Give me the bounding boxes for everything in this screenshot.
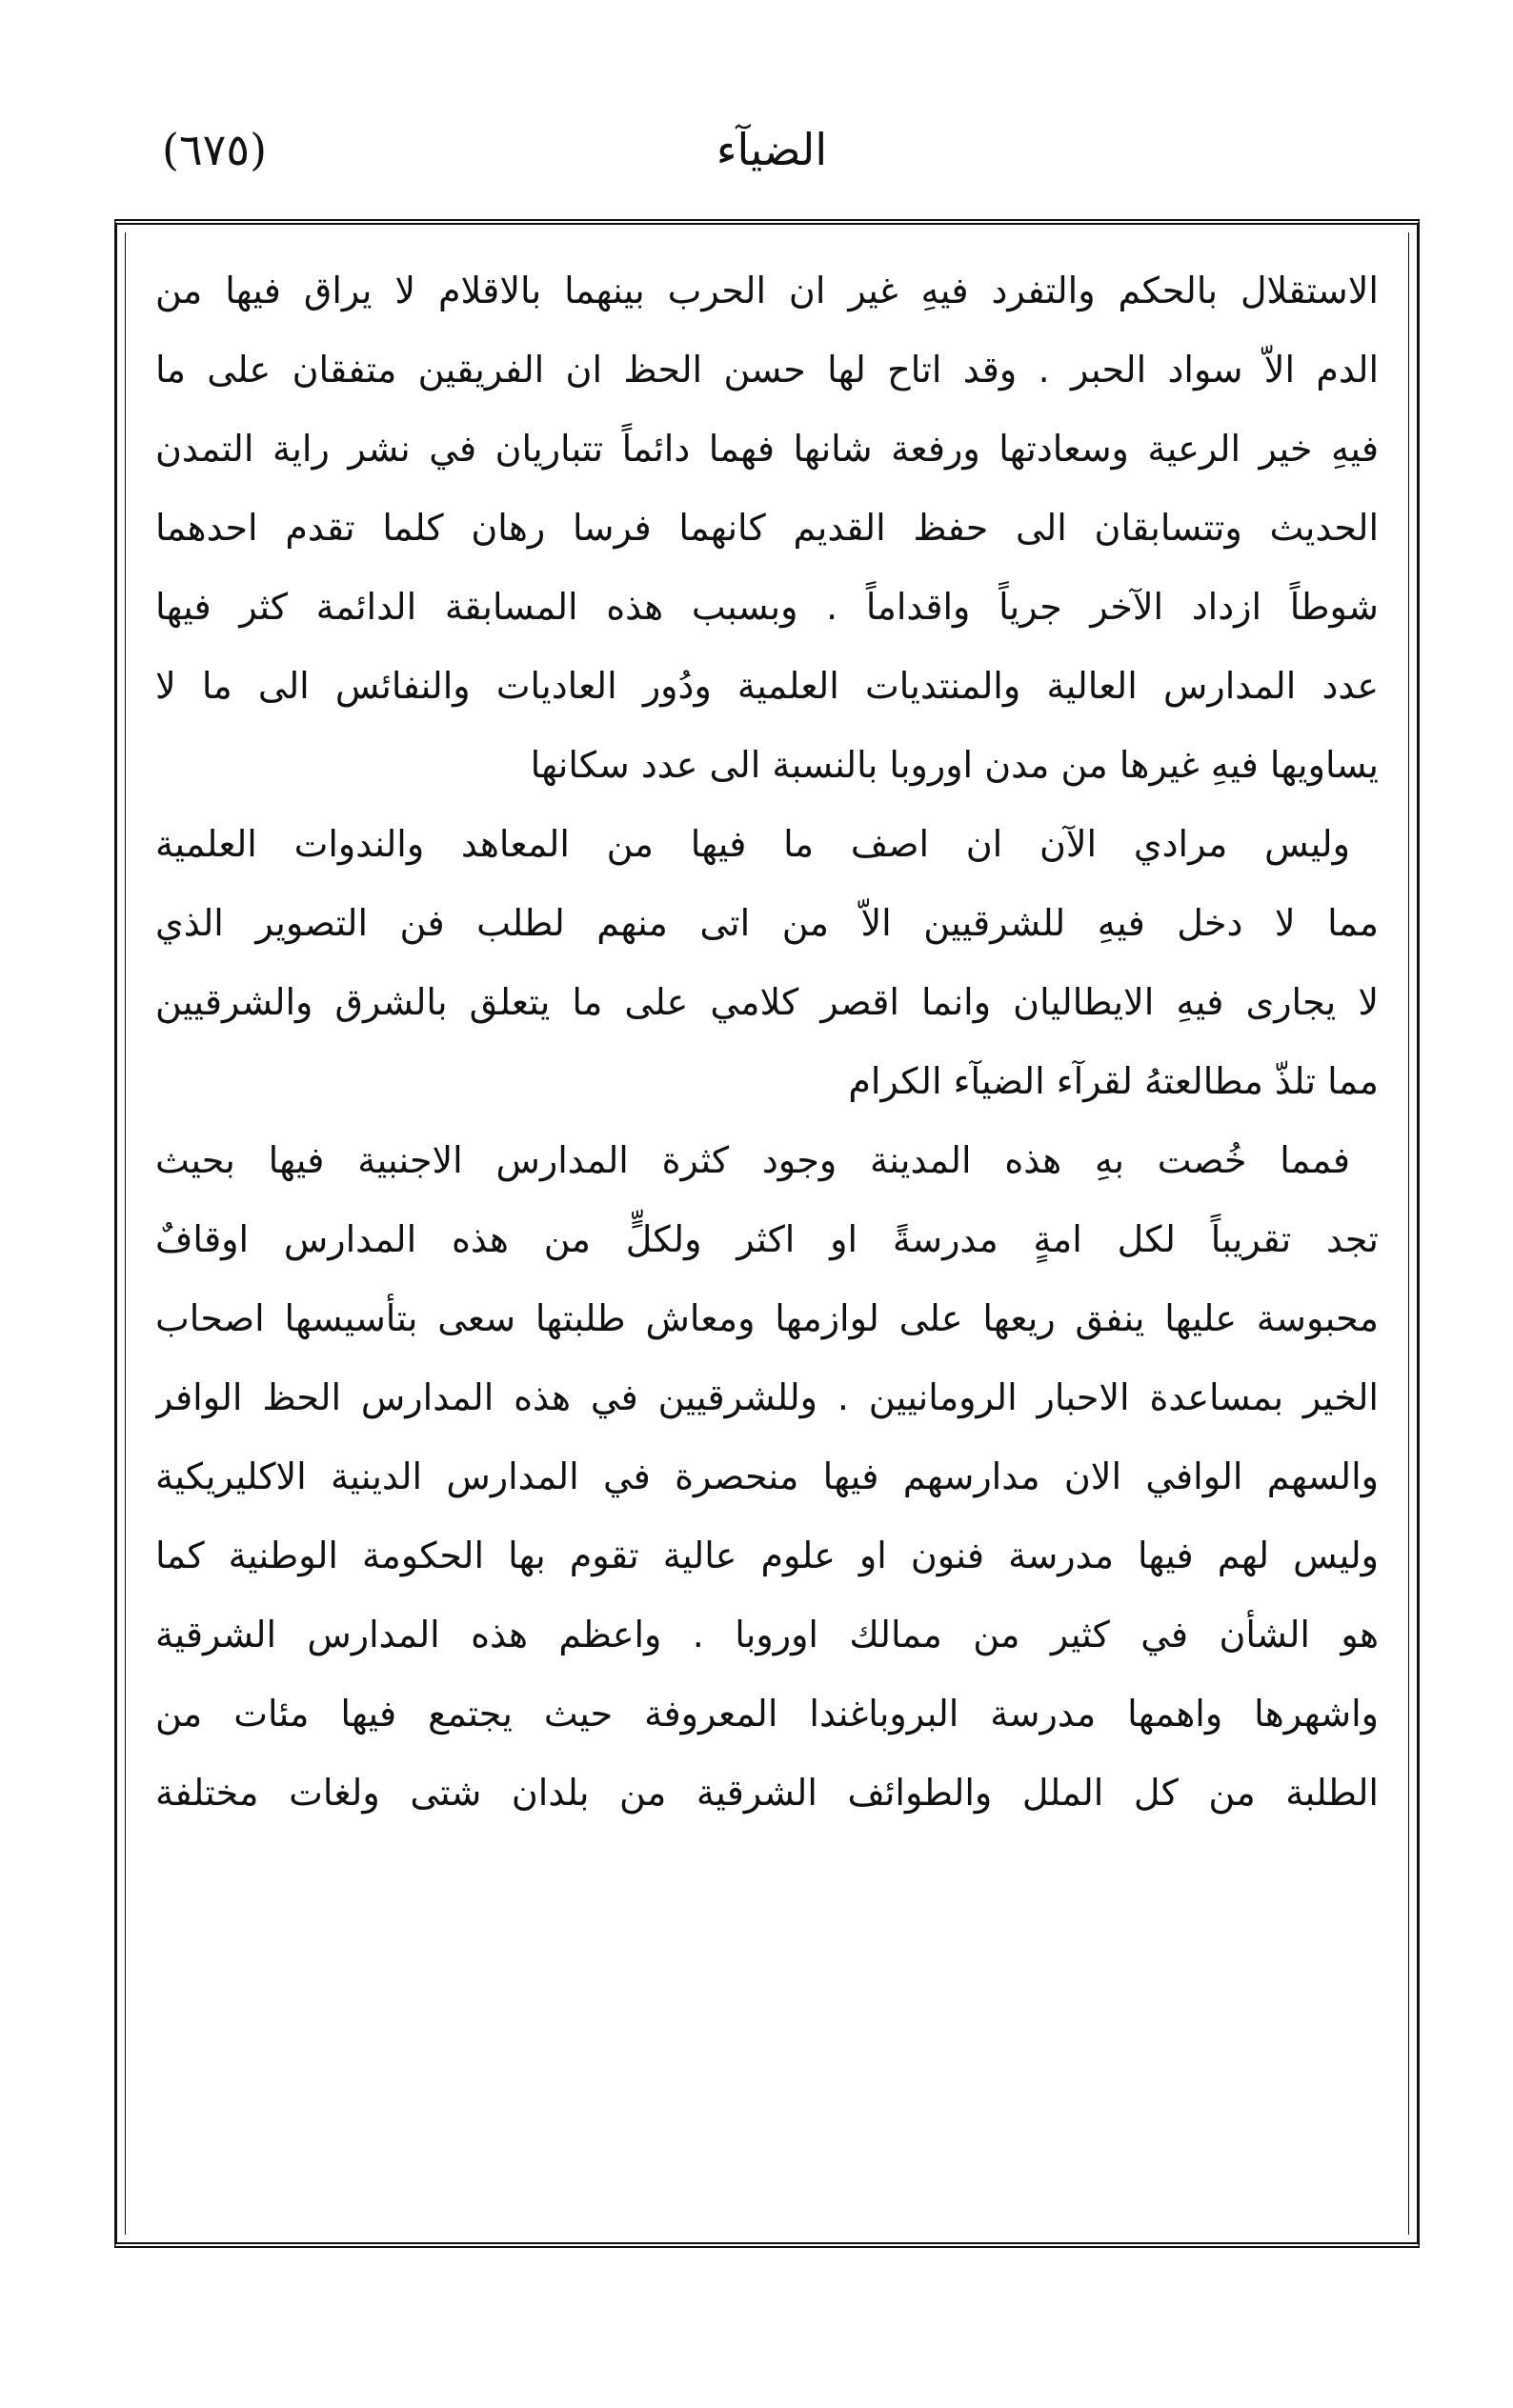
text-line: شوطاً ازداد الآخر جرياً واقداماً . وبسبب هذه المسابقة الدائمة كثر فيها — [155, 586, 1379, 628]
page-header — [124, 124, 1420, 200]
text-line: فمما خُصت بهِ هذه المدينة وجود كثرة المدارس الاجنبية فيها بحيث — [155, 1139, 1350, 1181]
text-line: عدد المدارس العالية والمنتديات العلمية ودُور العاديات والنفائس الى ما لا — [155, 665, 1379, 707]
journal-title: الضيآء — [716, 124, 828, 175]
text-line: واشهرها واهمها مدرسة البروباغندا المعروفة حيث يجتمع فيها مئات من — [155, 1693, 1379, 1735]
text-line: هو الشأن في كثير من ممالك اوروبا . واعظم هذه المدارس الشرقية — [155, 1614, 1379, 1656]
text-line: فيهِ خير الرعية وسعادتها ورفعة شانها فهما دائماً تتباريان في نشر راية التمدن — [155, 428, 1379, 470]
text-line: الدم الاّ سواد الحبر . وقد اتاح لها حسن الحظ ان الفريقين متفقان على ما — [155, 349, 1379, 391]
article-body — [155, 251, 1379, 1833]
text-line: محبوسة عليها ينفق ريعها على لوازمها ومعاش طلبتها سعى بتأسيسها اصحاب — [155, 1297, 1379, 1339]
text-frame — [114, 219, 1420, 2248]
text-line: تجد تقريباً لكل امةٍ مدرسةً او اكثر ولكلٍّ من هذه المدارس اوقافٌ — [155, 1218, 1379, 1260]
text-line: الحديث وتتسابقان الى حفظ القديم كانهما فرسا رهان كلما تقدم احدهما — [155, 507, 1379, 549]
text-line: الخير بمساعدة الاحبار الرومانيين . وللشرقيين في هذه المدارس الحظ الوافر — [155, 1376, 1379, 1418]
text-line: الاستقلال بالحكم والتفرد فيهِ غير ان الحرب بينهما بالاقلام لا يراق فيها من — [155, 270, 1379, 311]
text-line: والسهم الوافي الان مدارسهم فيها منحصرة في المدارس الدينية الاكليريكية — [155, 1455, 1379, 1497]
page-number: (٦٧٥) — [162, 124, 268, 175]
text-line: مما تلذّ مطالعتهُ لقرآء الضيآء الكرام — [848, 1060, 1379, 1102]
text-line: يساويها فيهِ غيرها من مدن اوروبا بالنسبة الى عدد سكانها — [530, 744, 1379, 786]
text-line: الطلبة من كل الملل والطوائف الشرقية من بلدان شتى ولغات مختلفة — [155, 1772, 1379, 1814]
text-line: لا يجارى فيهِ الايطاليان وانما اقصر كلامي على ما يتعلق بالشرق والشرقيين — [155, 981, 1379, 1023]
text-line: مما لا دخل فيهِ للشرقيين الاّ من اتى منهم لطلب فن التصوير الذي — [155, 902, 1379, 944]
text-line: وليس لهم فيها مدرسة فنون او علوم عالية تقوم بها الحكومة الوطنية كما — [155, 1535, 1379, 1576]
text-line: وليس مرادي الآن ان اصف ما فيها من المعاهد والندوات العلمية — [155, 823, 1350, 865]
